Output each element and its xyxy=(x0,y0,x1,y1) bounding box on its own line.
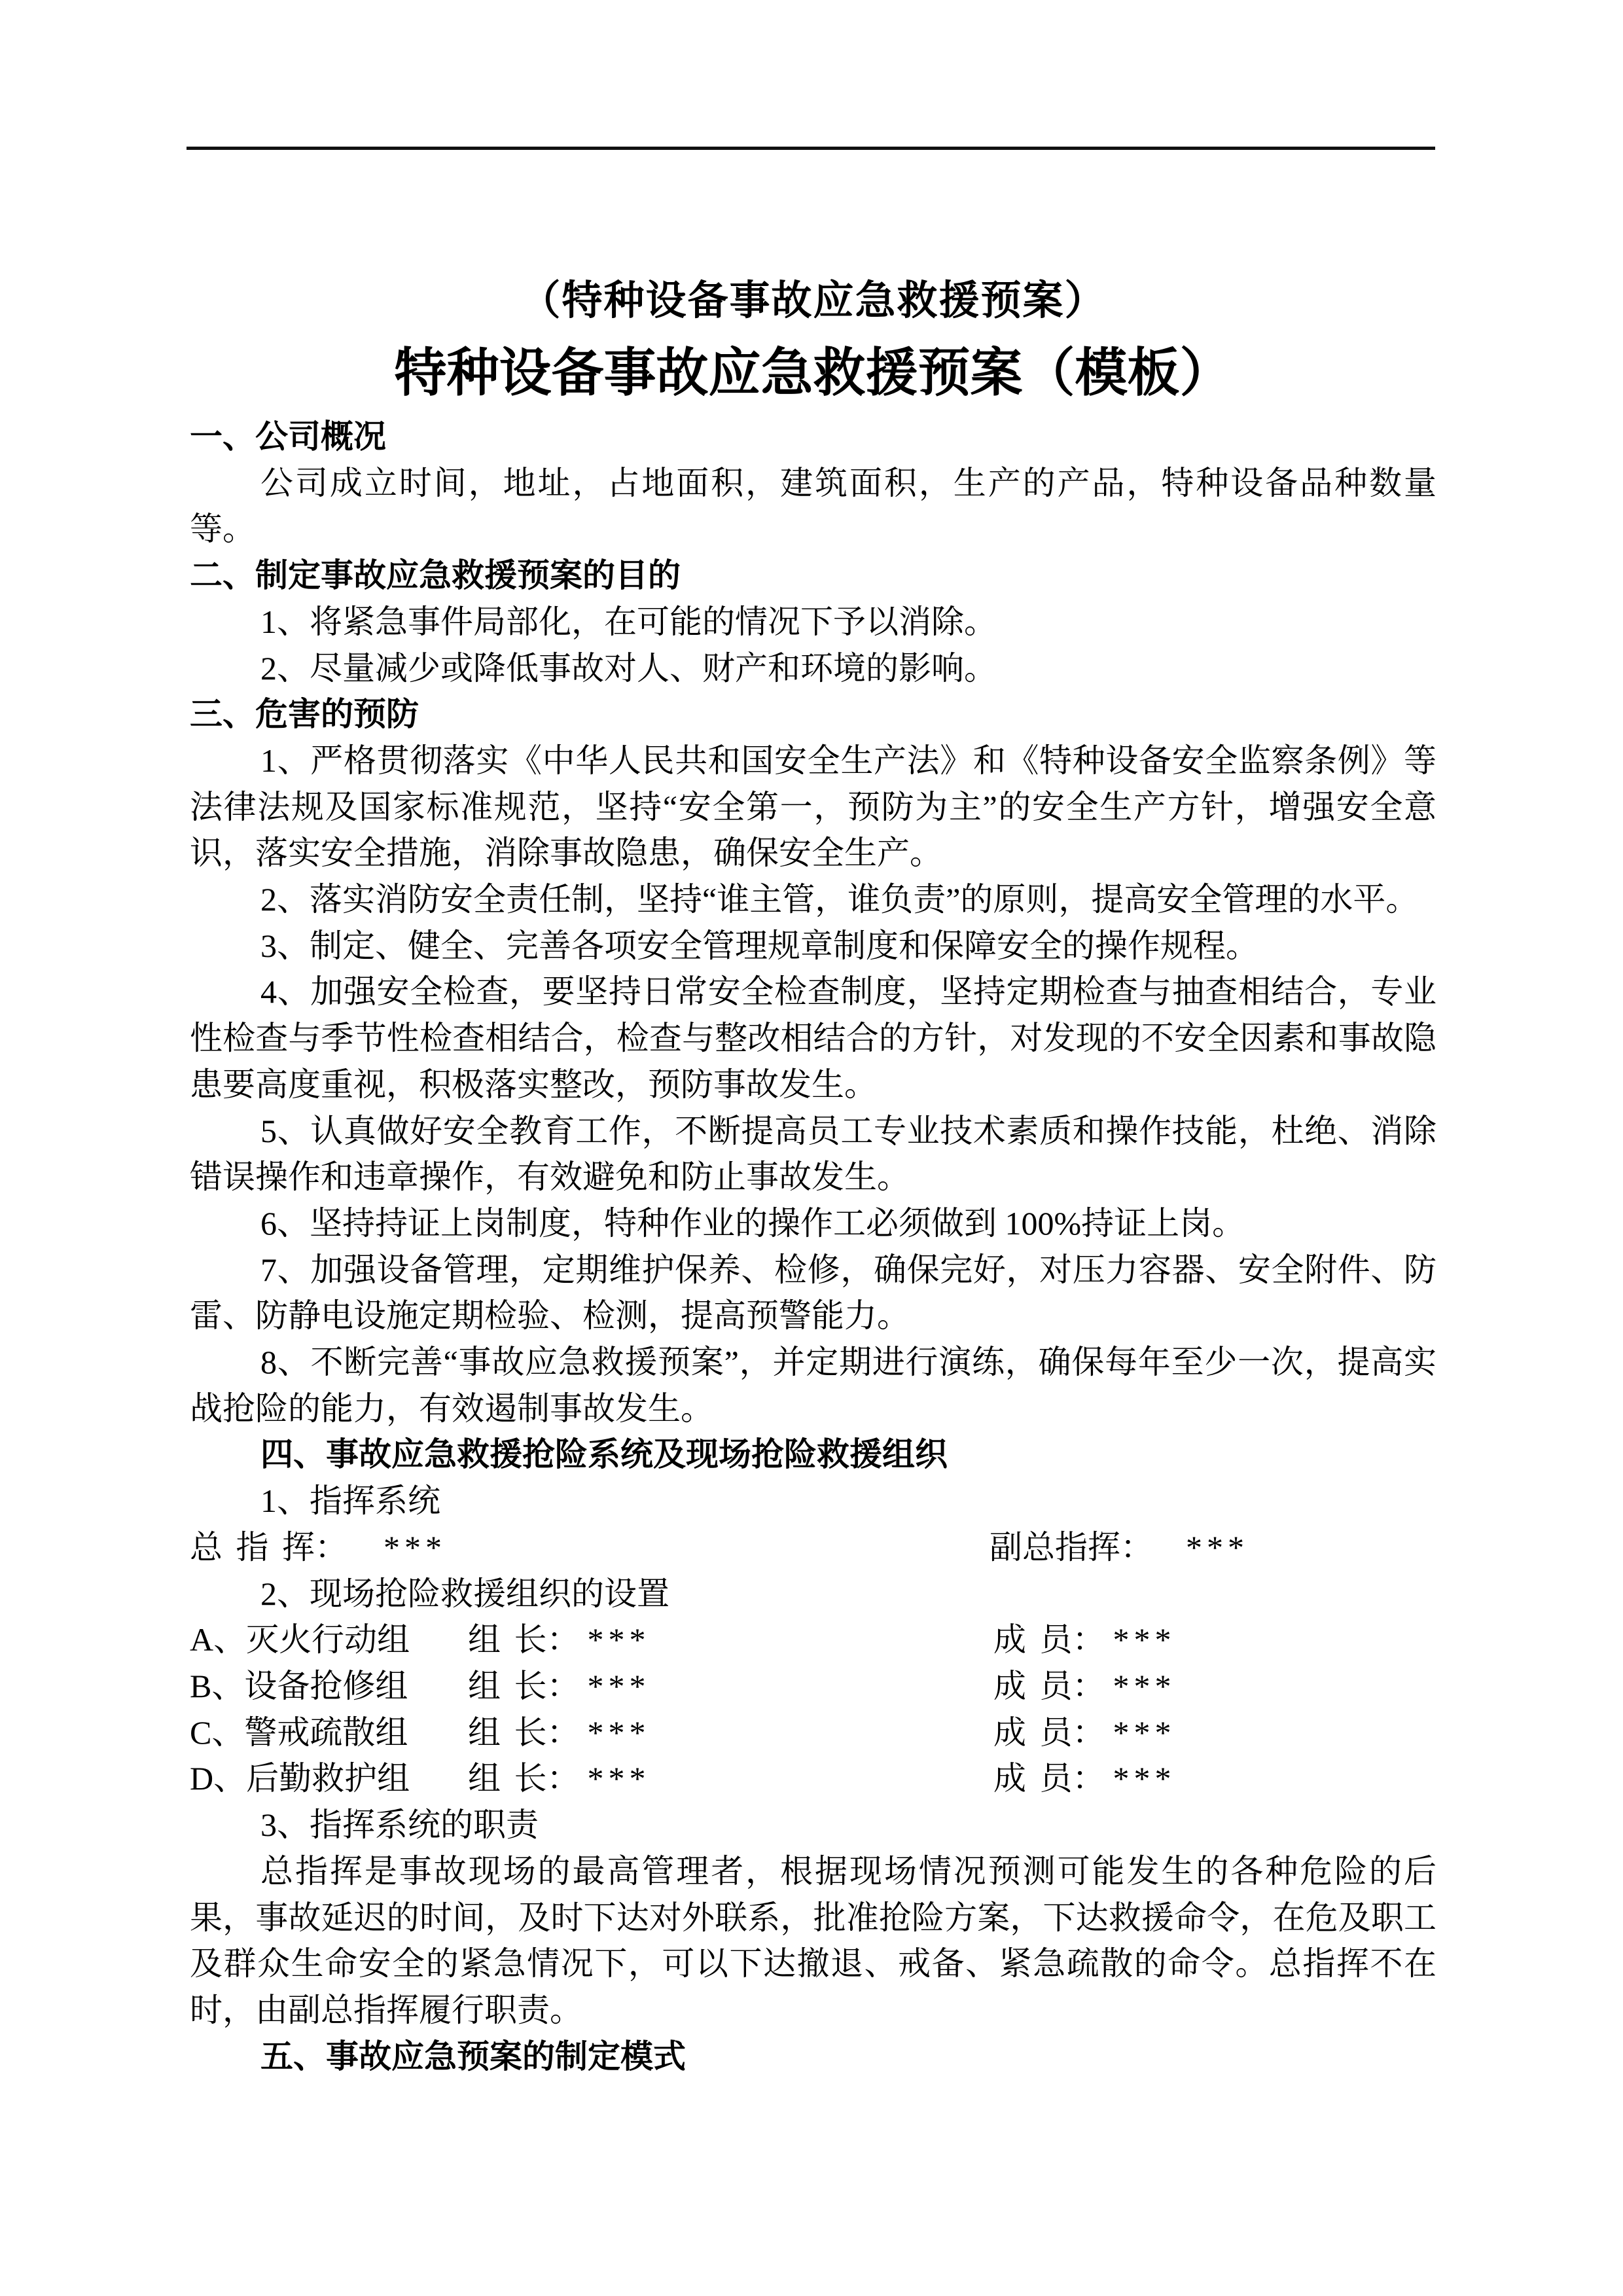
team-name: D、后勤救护组 xyxy=(190,1760,410,1797)
prevention-item-6: 6、坚持持证上岗制度，特种作业的操作工必须做到 100%持证上岗。 xyxy=(260,1204,1245,1242)
paragraph-commander-duty: 总指挥是事故现场的最高管理者，根据现场情况预测可能发生的各种危险的后果，事故延迟的时间，及时下达对外联系，批准抢险方案，下达救援命令，在危及职工及群众生命安全的紧急情况下，可以下达撤退、戒备、紧急疏散的命令。总指挥不在时，由副总指挥履行职责。 xyxy=(190,1852,1436,2028)
team-leader-label: 组 长： xyxy=(468,1713,580,1751)
team-row-fire-action xyxy=(190,1617,1436,1663)
purpose-item-2: 2、尽量减少或降低事故对人、财产和环境的影响。 xyxy=(260,649,997,687)
team-member-label: 成 员： xyxy=(993,1667,1105,1704)
team-member-cell xyxy=(993,1617,1176,1663)
prevention-item-3: 3、制定、健全、完善各项安全管理规章制度和保障安全的操作规程。 xyxy=(260,927,1258,964)
org-setup-item: 2、现场抢险救援组织的设置 xyxy=(260,1575,669,1612)
prevention-item-2: 2、落实消防安全责任制，坚持“谁主管，谁负责”的原则，提高安全管理的水平。 xyxy=(260,881,1419,918)
team-member-cell xyxy=(993,1710,1176,1756)
team-leader-label: 组 长： xyxy=(468,1667,580,1704)
team-member-label: 成 员： xyxy=(993,1621,1105,1659)
team-leader-value: *** xyxy=(587,1713,651,1751)
heading-company-overview: 一、公司概况 xyxy=(190,418,386,455)
team-member-label: 成 员： xyxy=(993,1713,1105,1751)
team-member-value: *** xyxy=(1113,1667,1176,1704)
prevention-item-7: 7、加强设备管理，定期维护保养、检修，确保完好，对压力容器、安全附件、防雷、防静电设施定期检验、检测，提高预警能力。 xyxy=(190,1251,1436,1335)
document-subtitle: （特种设备事故应急救援预案） xyxy=(520,279,1107,323)
duty-system-item: 3、指挥系统的职责 xyxy=(260,1806,539,1844)
team-member-cell xyxy=(993,1663,1176,1710)
heading-rescue-system: 四、事故应急救援抢险系统及现场抢险救援组织 xyxy=(260,1436,948,1473)
deputy-commander-cell xyxy=(990,1524,1249,1571)
team-leader-value: *** xyxy=(587,1760,651,1797)
command-system-item: 1、指挥系统 xyxy=(260,1482,440,1520)
heading-plan-purpose: 二、制定事故应急救援预案的目的 xyxy=(190,557,681,594)
team-row-equipment-repair xyxy=(190,1663,1436,1710)
deputy-commander-label: 副总指挥： xyxy=(990,1528,1153,1566)
team-member-label: 成 员： xyxy=(993,1760,1105,1797)
team-member-value: *** xyxy=(1113,1621,1176,1659)
commander-row xyxy=(190,1524,1436,1571)
chief-commander-label: 总 指 挥： xyxy=(190,1528,348,1566)
team-name: B、设备抢修组 xyxy=(190,1667,408,1704)
purpose-item-1: 1、将紧急事件局部化，在可能的情况下予以消除。 xyxy=(260,603,997,640)
prevention-item-1: 1、严格贯彻落实《中华人民共和国安全生产法》和《特种设备安全监察条例》等法律法规及国家标准规范，坚持“安全第一，预防为主”的安全生产方针，增强安全意识，落实安全措施，消除事故隐患，确保安全生产。 xyxy=(190,742,1436,872)
team-member-value: *** xyxy=(1113,1760,1176,1797)
team-leader-value: *** xyxy=(587,1667,651,1704)
paragraph-company-overview: 公司成立时间，地址，占地面积，建筑面积，生产的产品，特种设备品种数量等。 xyxy=(190,464,1436,548)
header-rule xyxy=(187,147,1435,150)
team-leader-label: 组 长： xyxy=(468,1760,580,1797)
prevention-item-4: 4、加强安全检查，要坚持日常安全检查制度，坚持定期检查与抽查相结合，专业性检查与季节性检查相结合，检查与整改相结合的方针，对发现的不安全因素和事故隐患要高度重视，积极落实整改，预防事故发生。 xyxy=(190,973,1436,1103)
prevention-item-5: 5、认真做好安全教育工作，不断提高员工专业技术素质和操作技能，杜绝、消除错误操作和违章操作，有效避免和防止事故发生。 xyxy=(190,1112,1436,1196)
team-leader-label: 组 长： xyxy=(468,1621,580,1659)
prevention-item-8: 8、不断完善“事故应急救援预案”，并定期进行演练，确保每年至少一次，提高实战抢险的能力，有效遏制事故发生。 xyxy=(190,1344,1436,1427)
document-body xyxy=(190,414,1436,2079)
deputy-commander-value: *** xyxy=(1186,1528,1249,1566)
team-member-cell xyxy=(993,1755,1176,1802)
team-name: C、警戒疏散组 xyxy=(190,1713,408,1751)
team-row-logistics-rescue xyxy=(190,1755,1436,1802)
team-leader-value: *** xyxy=(587,1621,651,1659)
document-content xyxy=(190,275,1436,2079)
chief-commander-value: *** xyxy=(383,1528,446,1566)
heading-plan-model: 五、事故应急预案的制定模式 xyxy=(260,2037,686,2075)
team-member-value: *** xyxy=(1113,1713,1176,1751)
team-name: A、灭火行动组 xyxy=(190,1621,410,1659)
document-title: 特种设备事故应急救援预案（模板） xyxy=(394,344,1232,402)
heading-hazard-prevention: 三、危害的预防 xyxy=(190,696,419,733)
team-row-security-evacuation xyxy=(190,1710,1436,1756)
